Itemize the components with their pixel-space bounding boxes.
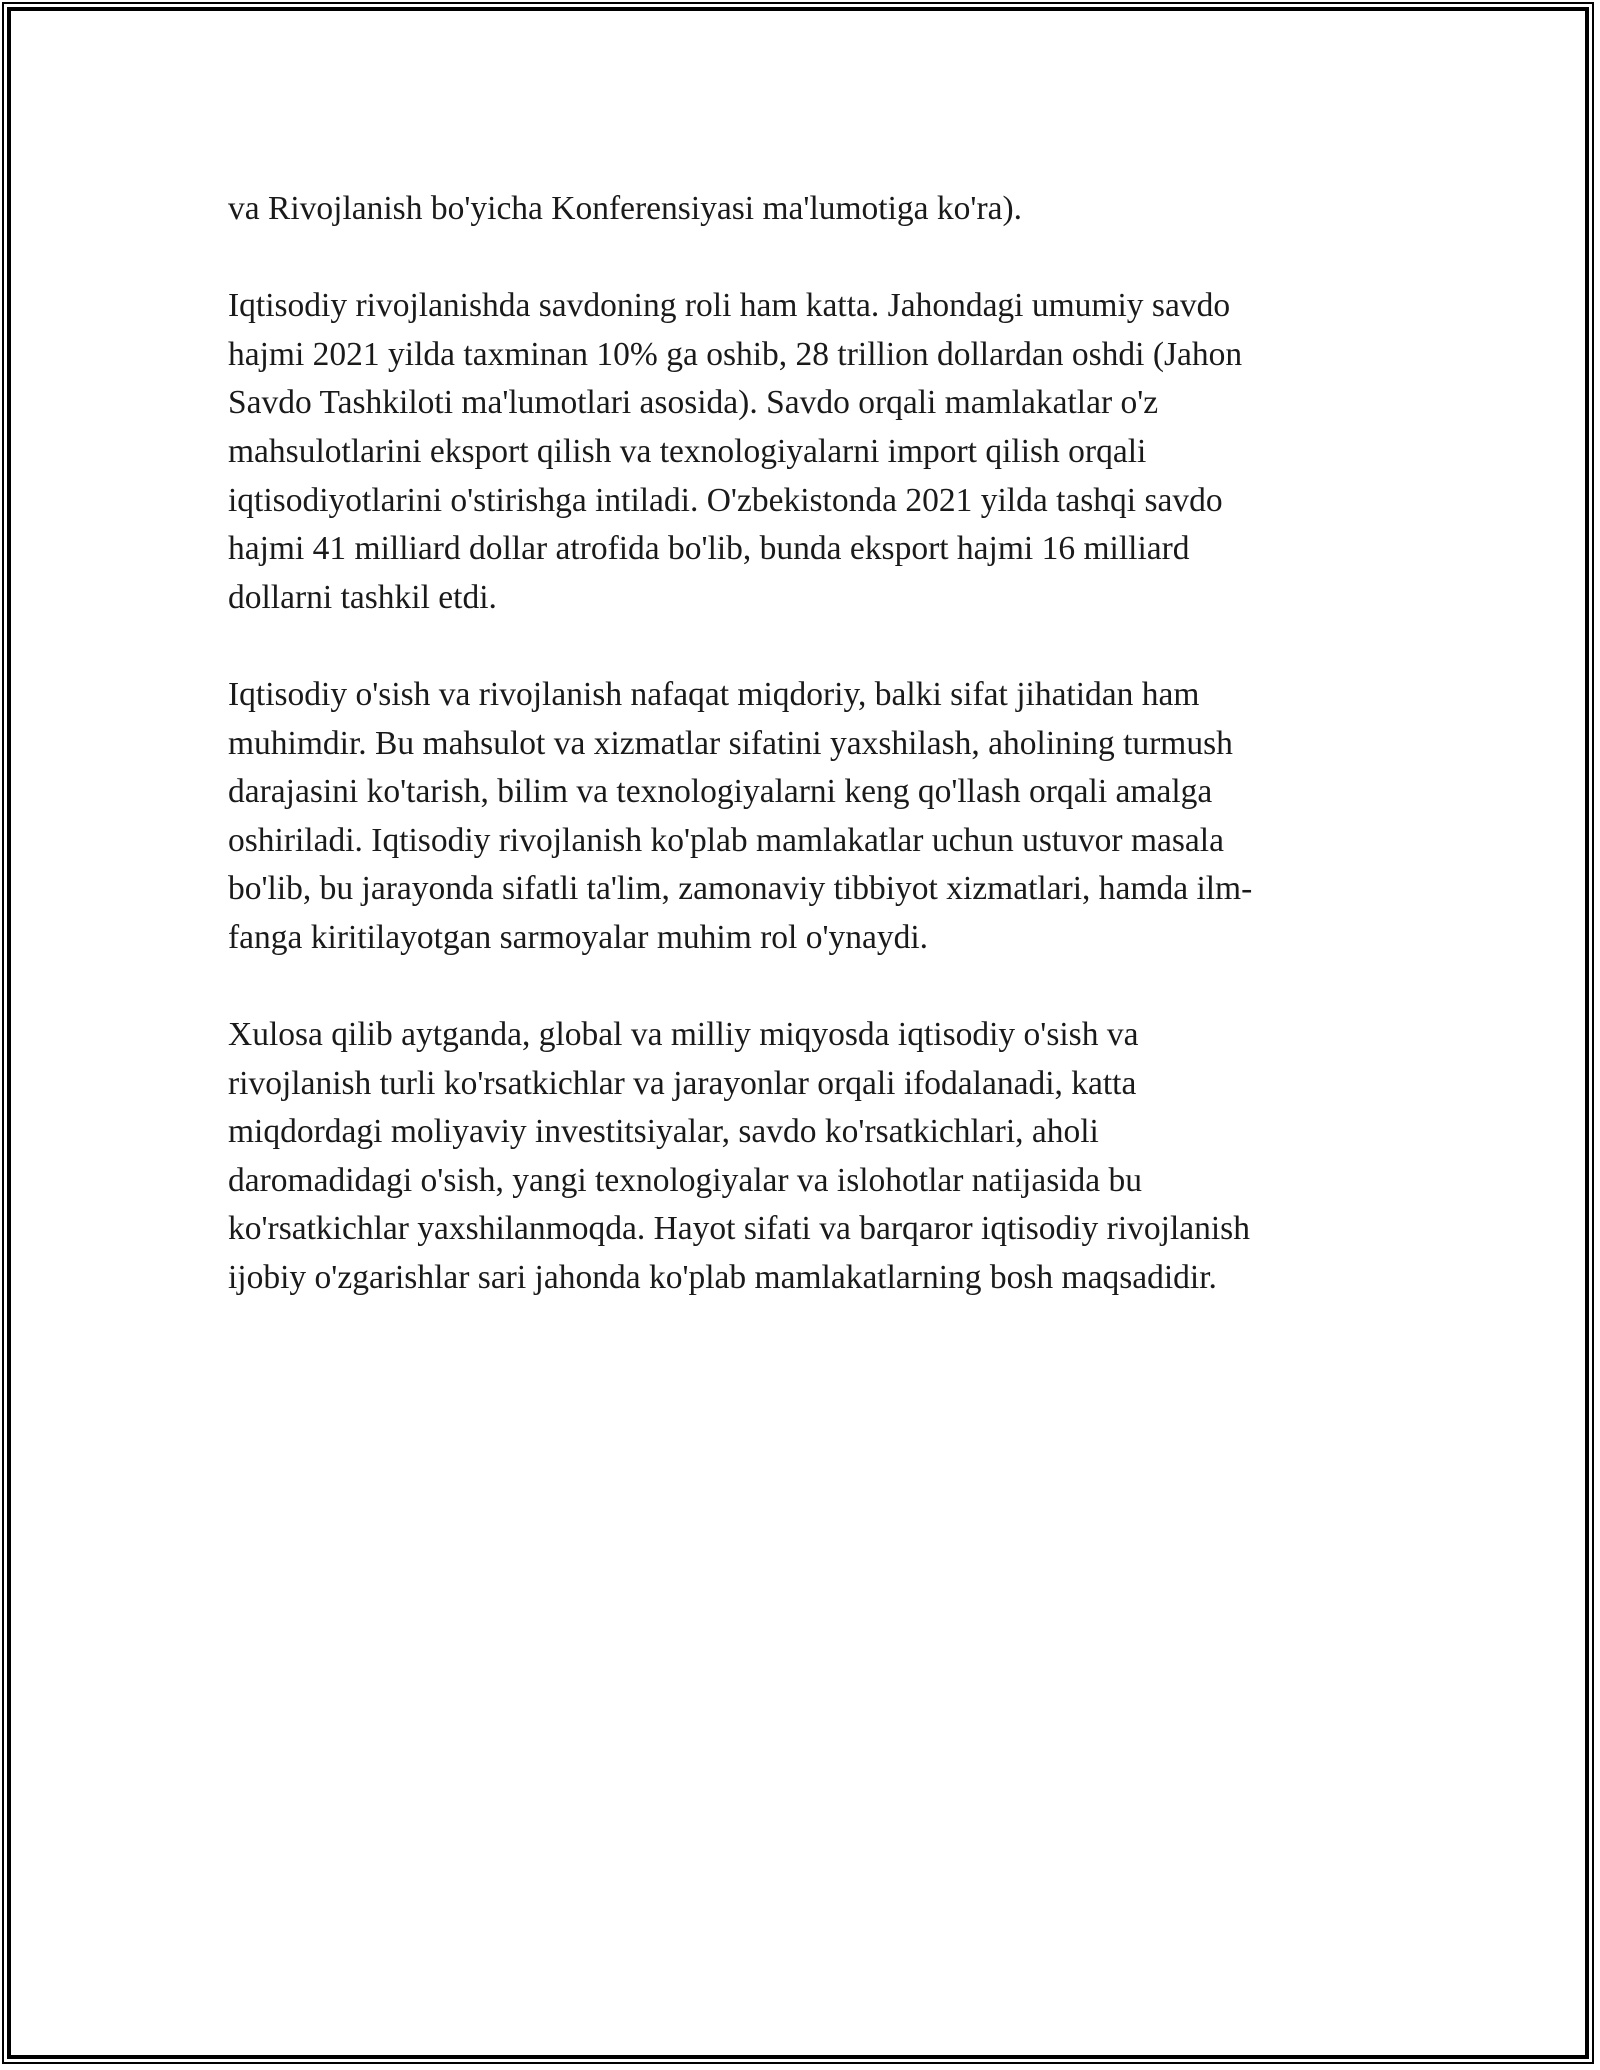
paragraph-1: va Rivojlanish bo'yicha Konferensiyasi ma'lumotiga ko'ra). bbox=[228, 190, 1023, 227]
paragraph-4: Xulosa qilib aytganda, global va milliy miqyosda iqtisodiy o'sish va rivojlanish turli ko'rsatkichlar va jarayonlar orqali ifodalanadi, katta miqdordagi moliyaviy investitsiyalar, savdo ko'rsatkichlari, aholi daromadidagi o'sish, yangi texnologiyalar va islohotlar natijasida bu ko'rsatkichlar yaxshilanmoqda. Hayot sifati va barqaror iqtisodiy rivojlanish ijobiy o'zgarishlar sari jahonda ko'plab mamlakatlarning bosh maqsadidir. bbox=[228, 1016, 1250, 1297]
paragraph-3: Iqtisodiy o'sish va rivojlanish nafaqat miqdoriy, balki sifat jihatidan ham muhimdir. Bu mahsulot va xizmatlar sifatini yaxshilash, aholining turmush darajasini ko'tarish, bilim va texnologiyalarni keng qo'llash orqali amalga oshiriladi. Iqtisodiy rivojlanish ko'plab mamlakatlar uchun ustuvor masala bo'lib, bu jarayonda sifatli ta'lim, zamonaviy tibbiyot xizmatlari, hamda ilm- fanga kiritilayotgan sarmoyalar muhim rol o'ynaydi. bbox=[228, 675, 1253, 956]
paragraph-2: Iqtisodiy rivojlanishda savdoning roli ham katta. Jahondagi umumiy savdo hajmi 2021 yilda taxminan 10% ga oshib, 28 trillion dollardan oshdi (Jahon Savdo Tashkiloti ma'lumotlari asosida). Savdo orqali mamlakatlar o'z mahsulotlarini eksport qilish va texnologiyalarni import qilish orqali iqtisodiyotlarini o'stirishga intiladi. O'zbekistonda 2021 yilda tashqi savdo hajmi 41 milliard dollar atrofida bo'lib, bunda eksport hajmi 16 milliard dollarni tashkil etdi. bbox=[228, 287, 1243, 616]
document-body bbox=[228, 185, 1368, 1351]
